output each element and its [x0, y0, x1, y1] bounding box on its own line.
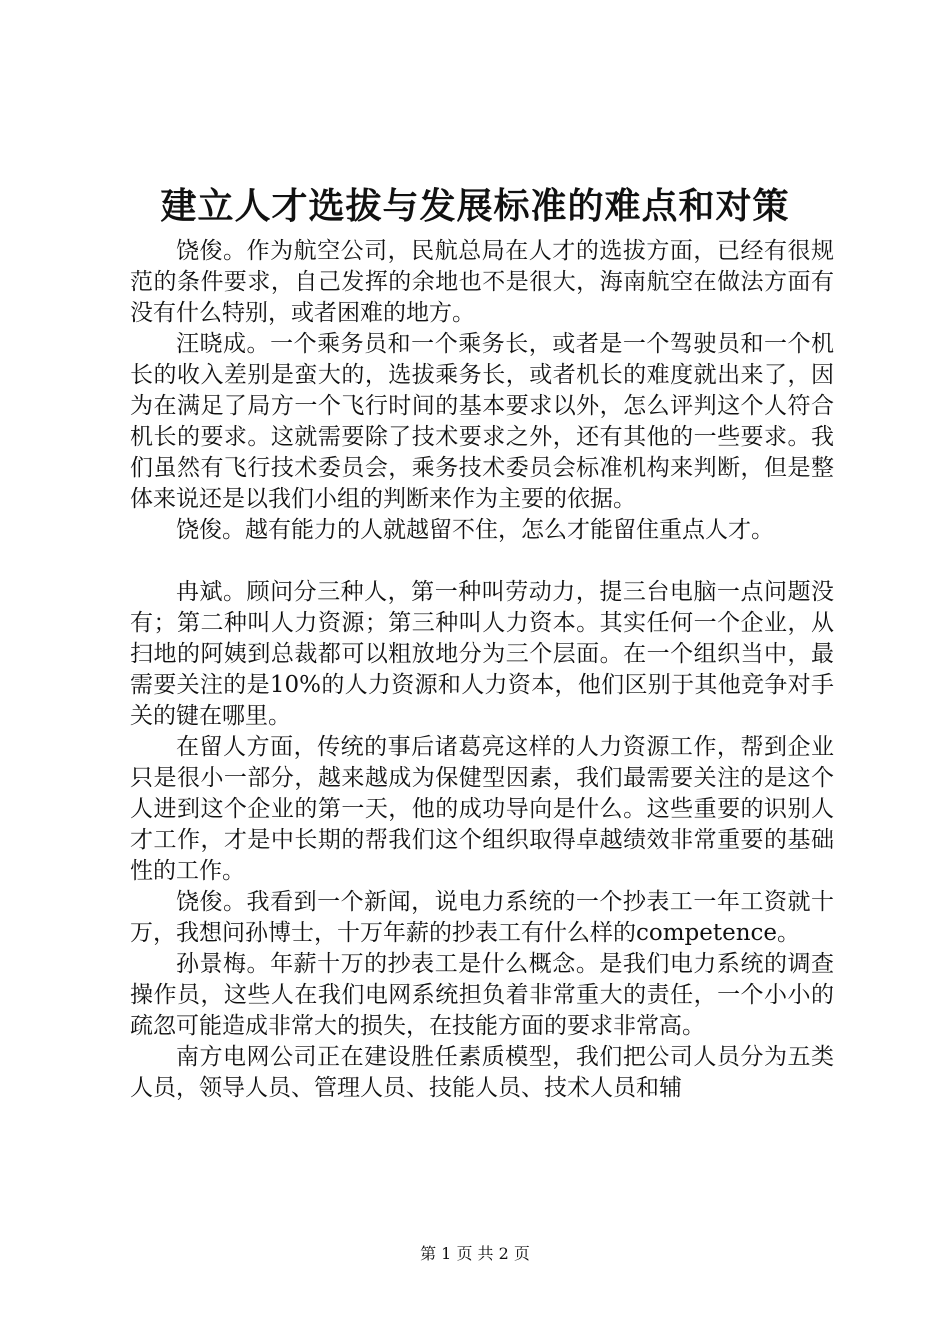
- paragraph: 饶俊。我看到一个新闻，说电力系统的一个抄表工一年工资就十万，我想问孙博士，十万年薪的抄表工有什么样的competence。: [130, 889, 834, 946]
- document-title: 建立人才选拔与发展标准的难点和对策: [160, 185, 790, 227]
- paragraph: 孙景梅。年薪十万的抄表工是什么概念。是我们电力系统的调查操作员，这些人在我们电网系统担负着非常重大的责任，一个小小的疏忽可能造成非常大的损失，在技能方面的要求非常高。: [130, 951, 834, 1039]
- paragraph: 在留人方面，传统的事后诸葛亮这样的人力资源工作，帮到企业只是很小一部分，越来越成为保健型因素，我们最需要关注的是这个人进到这个企业的第一天，他的成功导向是什么。这些重要的识别人才工作，才是中长期的帮我们这个组织取得卓越绩效非常重要的基础性的工作。: [130, 734, 834, 884]
- document-body: [130, 236, 834, 1104]
- page-footer: 第 1 页 共 2 页: [420, 1244, 530, 1263]
- paragraph: 饶俊。作为航空公司，民航总局在人才的选拔方面，已经有很规范的条件要求，自己发挥的余地也不是很大，海南航空在做法方面有没有什么特别，或者困难的地方。: [130, 238, 834, 326]
- paragraph: 汪晓成。一个乘务员和一个乘务长，或者是一个驾驶员和一个机长的收入差别是蛮大的，选拔乘务长，或者机长的难度就出来了，因为在满足了局方一个飞行时间的基本要求以外，怎么评判这个人符合机长的要求。这就需要除了技术要求之外，还有其他的一些要求。我们虽然有飞行技术委员会，乘务技术委员会标准机构来判断，但是整体来说还是以我们小组的判断来作为主要的依据。: [130, 331, 834, 512]
- paragraph: 冉斌。顾问分三种人，第一种叫劳动力，提三台电脑一点问题没有；第二种叫人力资源；第三种叫人力资本。其实任何一个企业，从扫地的阿姨到总裁都可以粗放地分为三个层面。在一个组织当中，最需要关注的是10%的人力资源和人力资本，他们区别于其他竞争对手关的键在哪里。: [130, 579, 834, 729]
- paragraph: 饶俊。越有能力的人就越留不住，怎么才能留住重点人才。: [176, 517, 774, 543]
- paragraph: 南方电网公司正在建设胜任素质模型，我们把公司人员分为五类人员，领导人员、管理人员、技能人员、技术人员和辅: [130, 1044, 834, 1101]
